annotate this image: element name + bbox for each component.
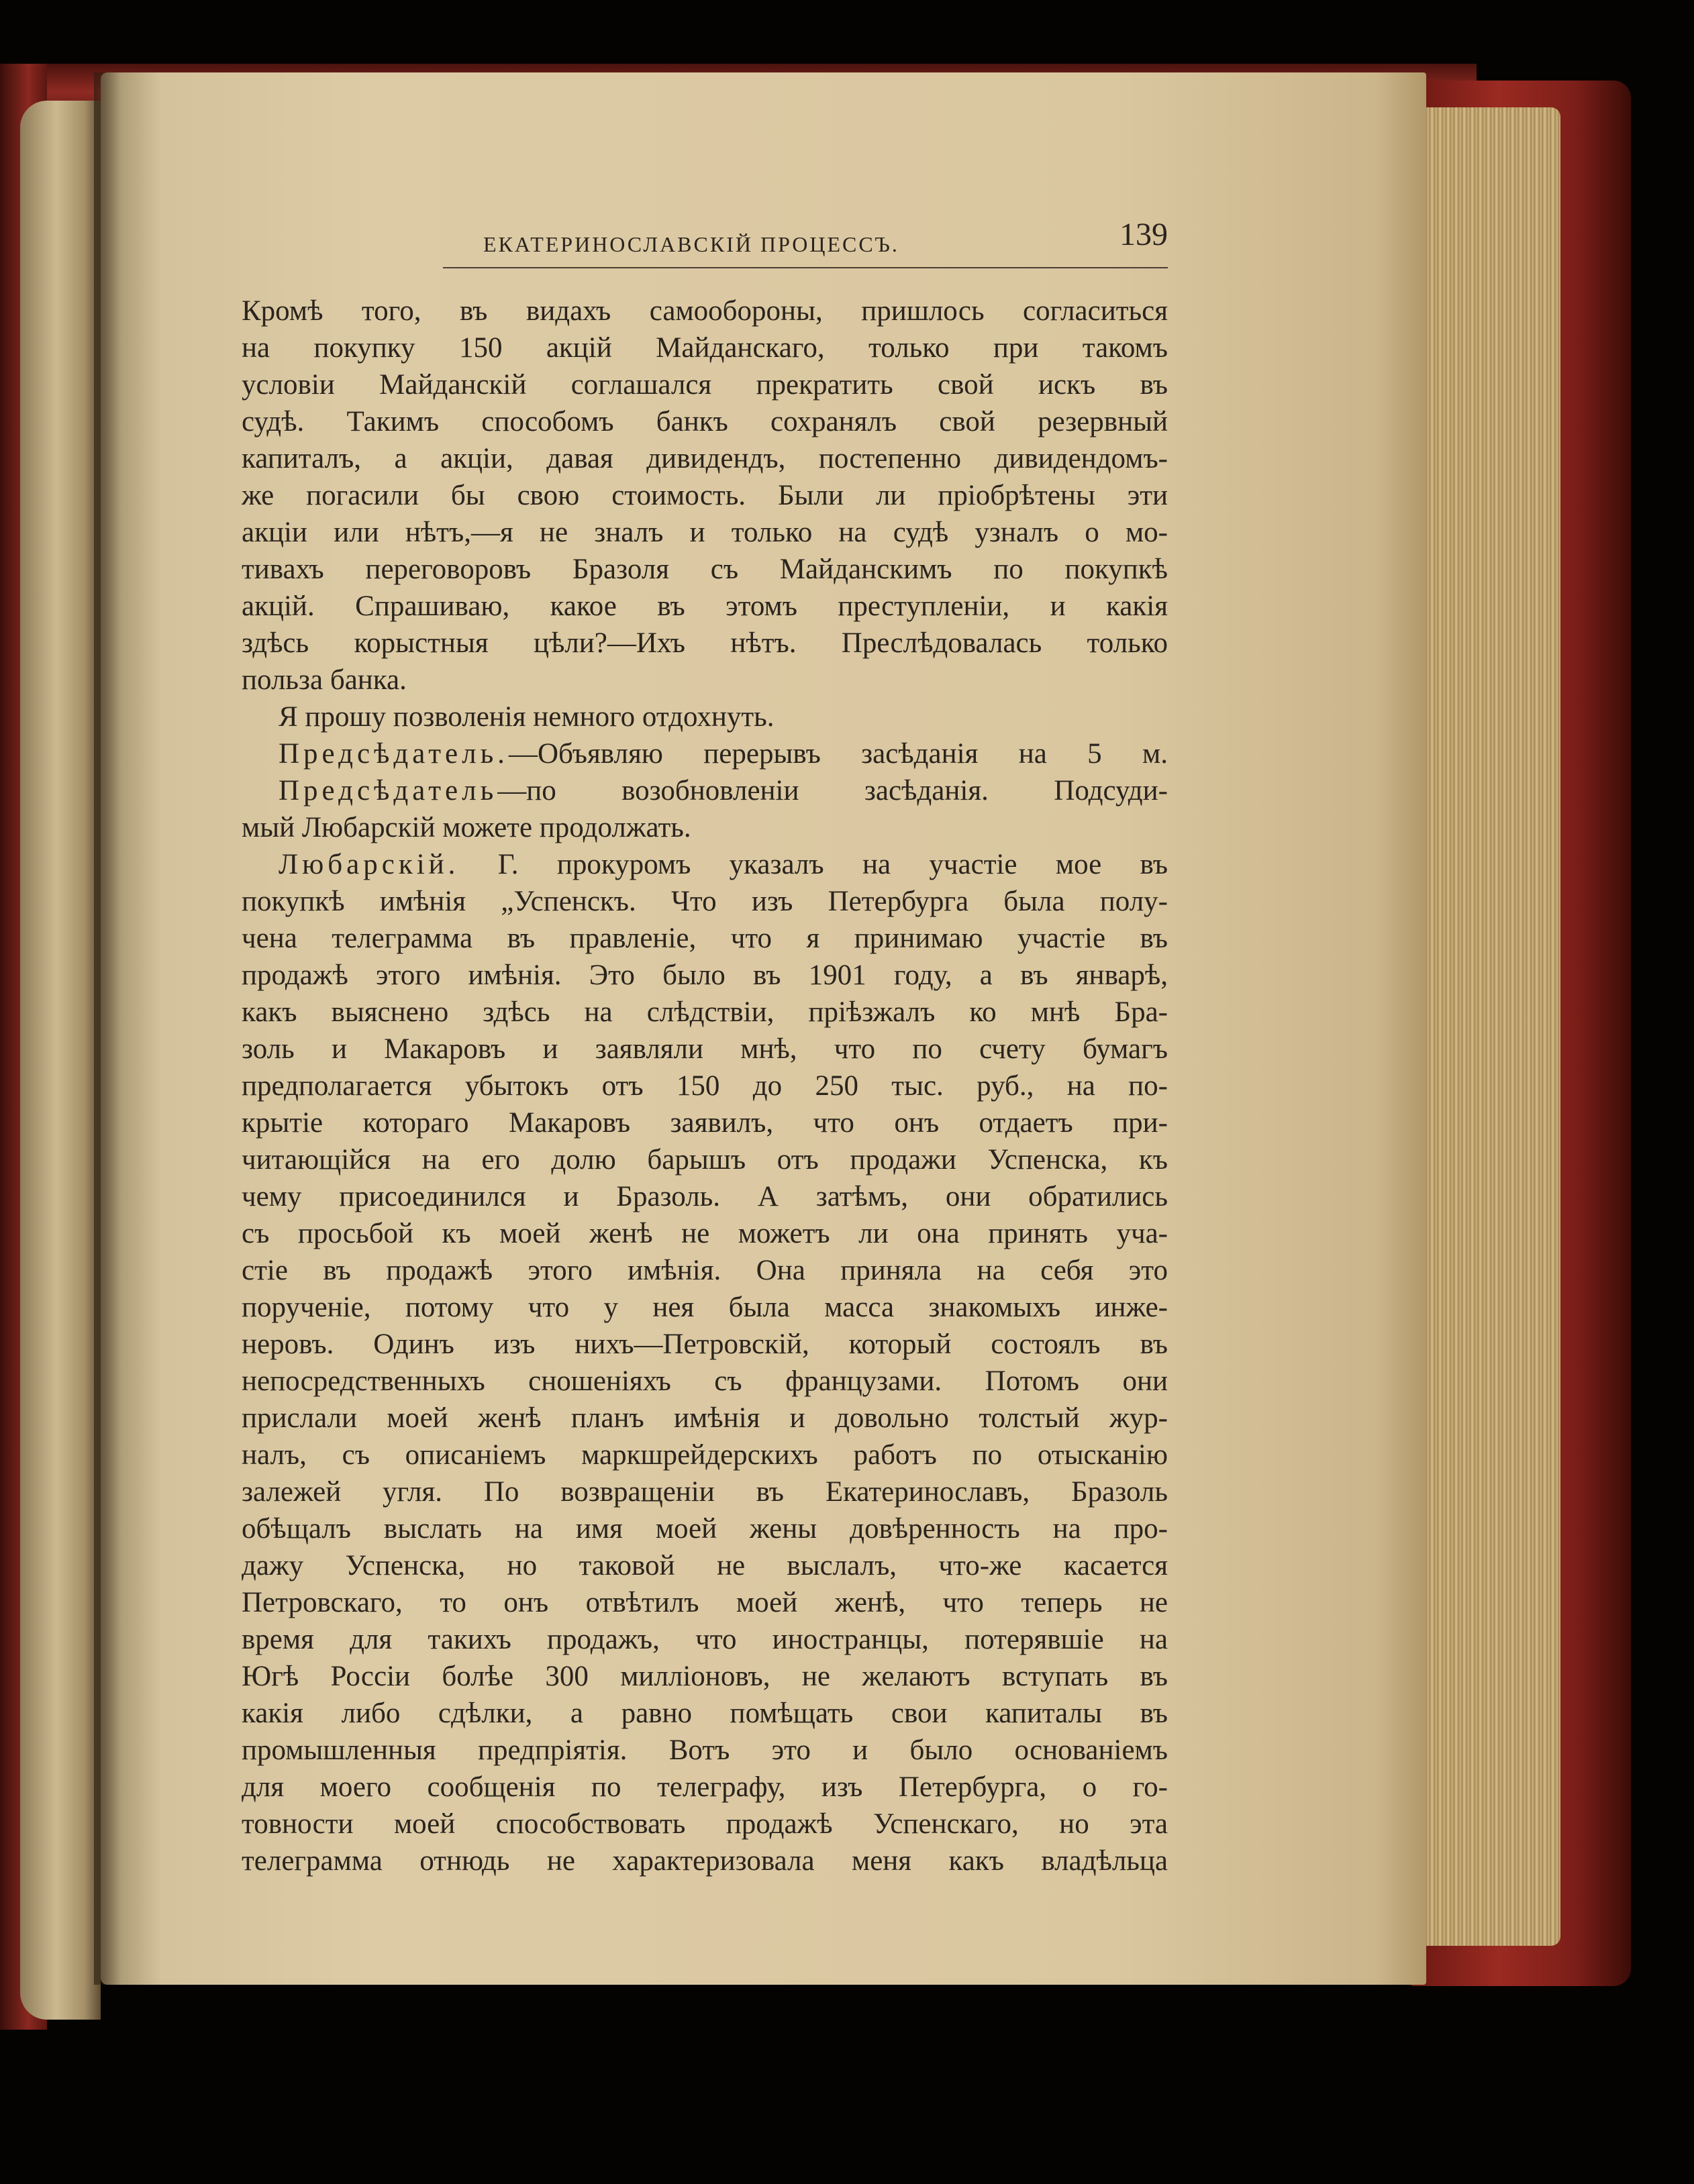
text-line: предполагается убытокъ отъ 150 до 250 тыс. руб., на по- bbox=[242, 1070, 1168, 1102]
text-line: какія либо сдѣлки, а равно помѣщать свои капиталы въ bbox=[242, 1698, 1168, 1729]
text-line: продажѣ этого имѣнія. Это было въ 1901 году, а въ январѣ, bbox=[242, 959, 1168, 991]
text-line: крытіе котораго Макаровъ заявилъ, что онъ отдаетъ при- bbox=[242, 1107, 1168, 1139]
speaker-name: Предсѣдатель bbox=[279, 775, 498, 807]
text-line: непосредственныхъ сношеніяхъ съ французами. Потомъ они bbox=[242, 1365, 1168, 1397]
page-edges bbox=[1406, 107, 1560, 1946]
text-line: судѣ. Такимъ способомъ банкъ сохранялъ свой резервный bbox=[242, 406, 1168, 437]
text-line: тивахъ переговоровъ Бразоля съ Майданскимъ по покупкѣ bbox=[242, 554, 1168, 585]
page-text-block bbox=[242, 217, 1168, 1916]
text-line: чена телеграмма въ правленіе, что я принимаю участіе въ bbox=[242, 923, 1168, 954]
text-line: условіи Майданскій соглашался прекратить свой искъ въ bbox=[242, 369, 1168, 401]
text-line: акцій. Спрашиваю, какое въ этомъ преступленіи, и какія bbox=[242, 590, 1168, 622]
speaker-text: —по возобновленіи засѣданія. Подсуди- bbox=[497, 775, 1168, 807]
running-head bbox=[242, 217, 1168, 268]
text-line: какъ выяснено здѣсь на слѣдствіи, пріѣзжалъ ко мнѣ Бра- bbox=[242, 996, 1168, 1028]
text-line: на покупку 150 акцій Майданскаго, только при такомъ bbox=[242, 332, 1168, 364]
text-line: съ просьбой къ моей женѣ не можетъ ли она принять уча- bbox=[242, 1218, 1168, 1249]
body-text bbox=[242, 293, 1168, 1916]
text-line bbox=[242, 1879, 1168, 1916]
speaker-line bbox=[242, 772, 1168, 809]
text-line: залежей угля. По возвращеніи въ Екатеринославъ, Бразоль bbox=[242, 1476, 1168, 1508]
text-line: налъ, съ описаніемъ маркшрейдерскихъ работъ по отысканію bbox=[242, 1439, 1168, 1471]
text-line: стіе въ продажѣ этого имѣнія. Она приняла на себя это bbox=[242, 1255, 1168, 1286]
text-line: чему присоединился и Бразоль. А затѣмъ, они обратились bbox=[242, 1181, 1168, 1212]
speaker-name: Предсѣдатель. bbox=[279, 738, 509, 770]
text-line: акціи или нѣтъ,—я не зналъ и только на судѣ узналъ о мо- bbox=[242, 517, 1168, 548]
text-line: читающійся на его долю барышъ отъ продажи Успенска, къ bbox=[242, 1144, 1168, 1176]
text-line: для моего сообщенія по телеграфу, изъ Петербурга, о го- bbox=[242, 1771, 1168, 1803]
header-rule bbox=[443, 267, 1168, 268]
text-line: порученіе, потому что у нея была масса знакомыхъ инже- bbox=[242, 1292, 1168, 1323]
left-page-edge bbox=[20, 101, 101, 2020]
text-line: здѣсь корыстныя цѣли?—Ихъ нѣтъ. Преслѣдовалась только bbox=[242, 627, 1168, 659]
text-line: обѣщалъ выслать на имя моей жены довѣренность на про- bbox=[242, 1513, 1168, 1545]
text-line: Югѣ Россіи болѣе 300 милліоновъ, не желаютъ вступать въ bbox=[242, 1661, 1168, 1692]
text-line: Петровскаго, то онъ отвѣтилъ моей женѣ, что теперь не bbox=[242, 1587, 1168, 1618]
speaker-name: Любарскій. bbox=[279, 849, 460, 880]
text-line: мый Любарскій можете продолжать. bbox=[242, 812, 691, 843]
text-line: польза банка. bbox=[242, 664, 407, 696]
speaker-line bbox=[242, 846, 1168, 883]
text-line: золь и Макаровъ и заявляли мнѣ, что по счету бумагъ bbox=[242, 1033, 1168, 1065]
text-line: телеграмма отнюдь не характеризовала меня какъ владѣльца bbox=[242, 1845, 1168, 1877]
text-line: покупкѣ имѣнія „Успенскъ. Что изъ Петербурга была полу- bbox=[242, 886, 1168, 917]
page-gutter bbox=[94, 72, 121, 1985]
text-line: капиталъ, а акціи, давая дивидендъ, постепенно дивидендомъ- bbox=[242, 443, 1168, 474]
text-line: Кромѣ того, въ видахъ самообороны, пришлось согласиться bbox=[242, 295, 1168, 327]
text-line: неровъ. Одинъ изъ нихъ—Петровскій, который состоялъ въ bbox=[242, 1329, 1168, 1360]
speaker-line bbox=[242, 735, 1168, 772]
text-line: дажу Успенска, но таковой не выслалъ, что-же касается bbox=[242, 1550, 1168, 1581]
text-line: время для такихъ продажъ, что иностранцы, потерявшіе на bbox=[242, 1624, 1168, 1655]
running-title: ЕКАТЕРИНОСЛАВСКІЙ ПРОЦЕССЪ. bbox=[483, 232, 899, 256]
text-line: товности моей способствовать продажѣ Успенскаго, но эта bbox=[242, 1808, 1168, 1840]
speaker-text: —Объявляю перерывъ засѣданія на 5 м. bbox=[508, 738, 1168, 770]
page-number: 139 bbox=[1119, 217, 1168, 252]
text-line: прислали моей женѣ планъ имѣнія и довольно толстый жур- bbox=[242, 1402, 1168, 1434]
text-line: Я прошу позволенія немного отдохнуть. bbox=[279, 701, 775, 733]
text-line: же погасили бы свою стоимость. Были ли пріобрѣтены эти bbox=[242, 480, 1168, 511]
speaker-text: Г. прокуромъ указалъ на участіе мое въ bbox=[459, 849, 1168, 880]
text-line: промышленныя предпріятія. Вотъ это и было основаніемъ bbox=[242, 1734, 1168, 1766]
